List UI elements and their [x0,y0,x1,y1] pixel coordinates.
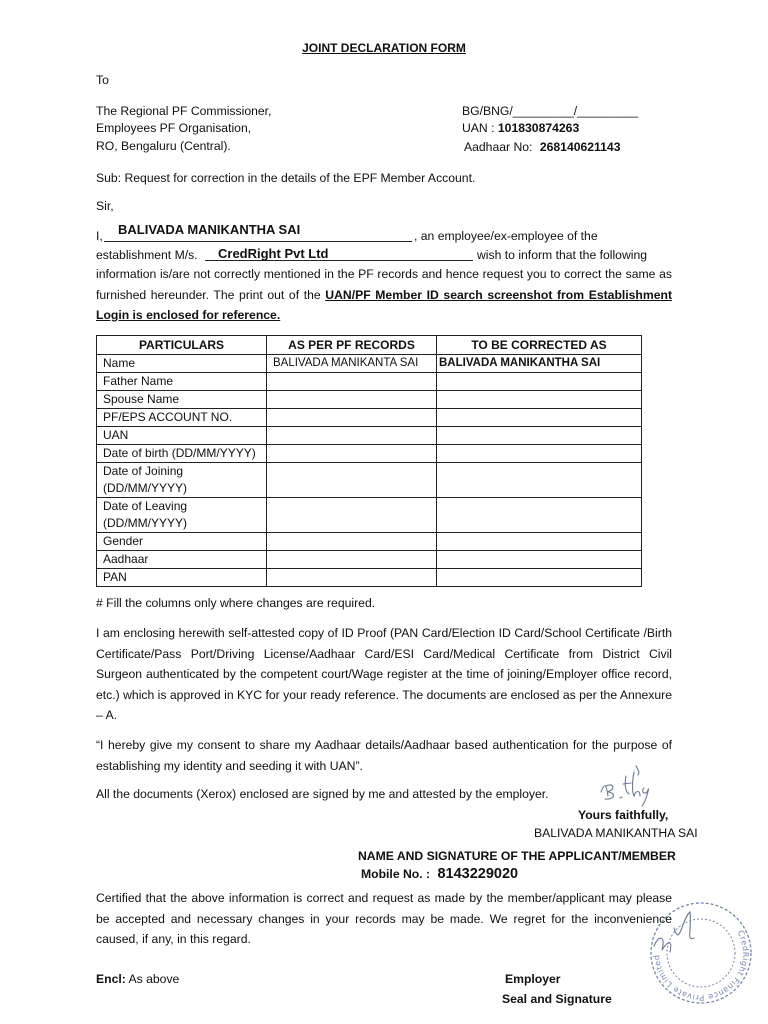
certified-paragraph: Certified that the above information is correct and request as made by the member/applicant may please be accepted and necessary changes in your records may be made. We regret for the inconvenience caused, if any, in this regard. [96,891,672,946]
table-row [97,551,642,569]
row-label: Father Name [97,373,267,391]
row-label [97,498,267,533]
uan-row [462,121,579,135]
row-corrected-value [437,463,642,498]
table-row [97,391,642,409]
consent-paragraph: “I hereby give my consent to share my Aadhaar details/Aadhaar based authentication for the purpose of establishing my identity and seeding it with UAN”. [96,738,672,773]
encl-value: As above [128,972,180,986]
mobile-value: 8143229020 [437,866,519,882]
encl-label: Encl: [96,972,126,986]
declaration-body-text: information is/are not correctly mentioned in the PF records and hence request you to correct the same as furnished hereunder. The print out of the [96,267,672,302]
mobile-row [361,866,518,882]
documents-line: All the documents (Xerox) enclosed are signed by me and attested by the employer. [96,787,549,801]
row-pf-value [267,391,437,409]
aadhaar-row [464,140,621,154]
yours-faithfully: Yours faithfully, [578,808,669,822]
enclosure-row [96,972,179,986]
table-row [97,427,642,445]
declaration-body [96,264,672,326]
fill-note: # Fill the columns only where changes are required. [96,596,376,610]
row-pf-value [267,498,437,533]
applicant-signature [596,762,658,810]
member-name-blank [104,241,412,242]
establishment-prefix: establishment M/s. [96,248,198,262]
row-label-line-2: (DD/MM/YYYY) [103,481,187,495]
row-corrected-value [437,569,642,587]
table-row [97,463,642,498]
applicant-caption: NAME AND SIGNATURE OF THE APPLICANT/MEMBER [358,849,676,863]
row-label-line-2: (DD/MM/YYYY) [103,516,187,530]
mobile-label: Mobile No. : [361,867,431,881]
salutation: Sir, [96,199,114,213]
seal-label: Seal and Signature [502,992,612,1006]
table-row [97,498,642,533]
row-pf-value [267,533,437,551]
row-corrected-value [437,373,642,391]
row-pf-value [267,373,437,391]
address-line-3: RO, Bengaluru (Central). [96,139,231,153]
row-pf-value [267,463,437,498]
table-row [97,409,642,427]
row-label: Aadhaar [97,551,267,569]
row-label: Date of birth (DD/MM/YYYY) [97,445,267,463]
table-row [97,355,642,373]
stamp-text: CredRight Finance Private Limited [651,928,751,1003]
table-row [97,373,642,391]
row-label: Gender [97,533,267,551]
row-pf-value [267,409,437,427]
row-corrected-value: BALIVADA MANIKANTHA SAI [437,355,642,373]
row-label-line-1: Date of Joining [103,464,184,478]
declaration-prefix: I, [96,229,103,243]
row-label: Spouse Name [97,391,267,409]
row-corrected-value [437,409,642,427]
employer-label: Employer [505,972,561,986]
row-corrected-value [437,445,642,463]
row-corrected-value [437,551,642,569]
member-name: BALIVADA MANIKANTHA SAI [118,222,301,237]
uan-value: 101830874263 [497,121,580,135]
subject-line: Sub: Request for correction in the details of the EPF Member Account. [96,171,476,185]
address-line-1: The Regional PF Commissioner, [96,104,272,118]
table-row [97,533,642,551]
row-pf-value [267,445,437,463]
row-pf-value: BALIVADA MANIKANTA SAI [267,355,437,373]
company-stamp [646,898,756,1008]
row-corrected-value [437,391,642,409]
table-header-row [97,336,642,355]
row-pf-value [267,569,437,587]
uan-label: UAN : [462,121,495,135]
row-pf-value [267,551,437,569]
table-row [97,445,642,463]
row-label: PAN [97,569,267,587]
declaration-after-name: , an employee/ex-employee of the [414,229,598,243]
address-line-2: Employees PF Organisation, [96,121,252,135]
row-label [97,463,267,498]
row-label: UAN [97,427,267,445]
row-label: PF/EPS ACCOUNT NO. [97,409,267,427]
row-corrected-value [437,498,642,533]
row-label-line-1: Date of Leaving [103,499,188,513]
to-label: To [96,73,109,87]
svg-text:CredRight Finance Private Limi [647,909,756,1008]
bg-reference: BG/BNG/_________/_________ [462,104,639,118]
header-pf-records: AS PER PF RECORDS [267,336,437,355]
form-title: JOINT DECLARATION FORM [302,41,466,55]
particulars-table [96,335,642,587]
row-corrected-value [437,427,642,445]
header-particulars: PARTICULARS [97,336,267,355]
table-row [97,569,642,587]
row-label: Name [97,355,267,373]
aadhaar-label: Aadhaar No: [464,140,533,154]
establishment-name: CredRight Pvt Ltd [218,246,329,261]
row-pf-value [267,427,437,445]
declaration-after-establishment: wish to inform that the following [477,248,648,262]
aadhaar-value: 268140621143 [539,140,621,154]
enclosing-paragraph: I am enclosing herewith self-attested copy of ID Proof (PAN Card/Election ID Card/School Certificate /Birth Certificate/Pass Port/Driving License/Aadhaar Card/ESI Card/Medical Certificate from District Civil Surgeon authenticated by the competent court/Wage register at the time of joining/Employer office record, etc.) which is approved in KYC for your ready reference. The documents are enclosed as per the Annexure – A. [96,626,672,722]
row-corrected-value [437,533,642,551]
applicant-name: BALIVADA MANIKANTHA SAI [534,826,698,840]
header-corrected: TO BE CORRECTED AS [437,336,642,355]
declaration-bold-tail: UAN/PF Member ID search screenshot from Establishment Login is enclosed for reference. [96,287,672,322]
